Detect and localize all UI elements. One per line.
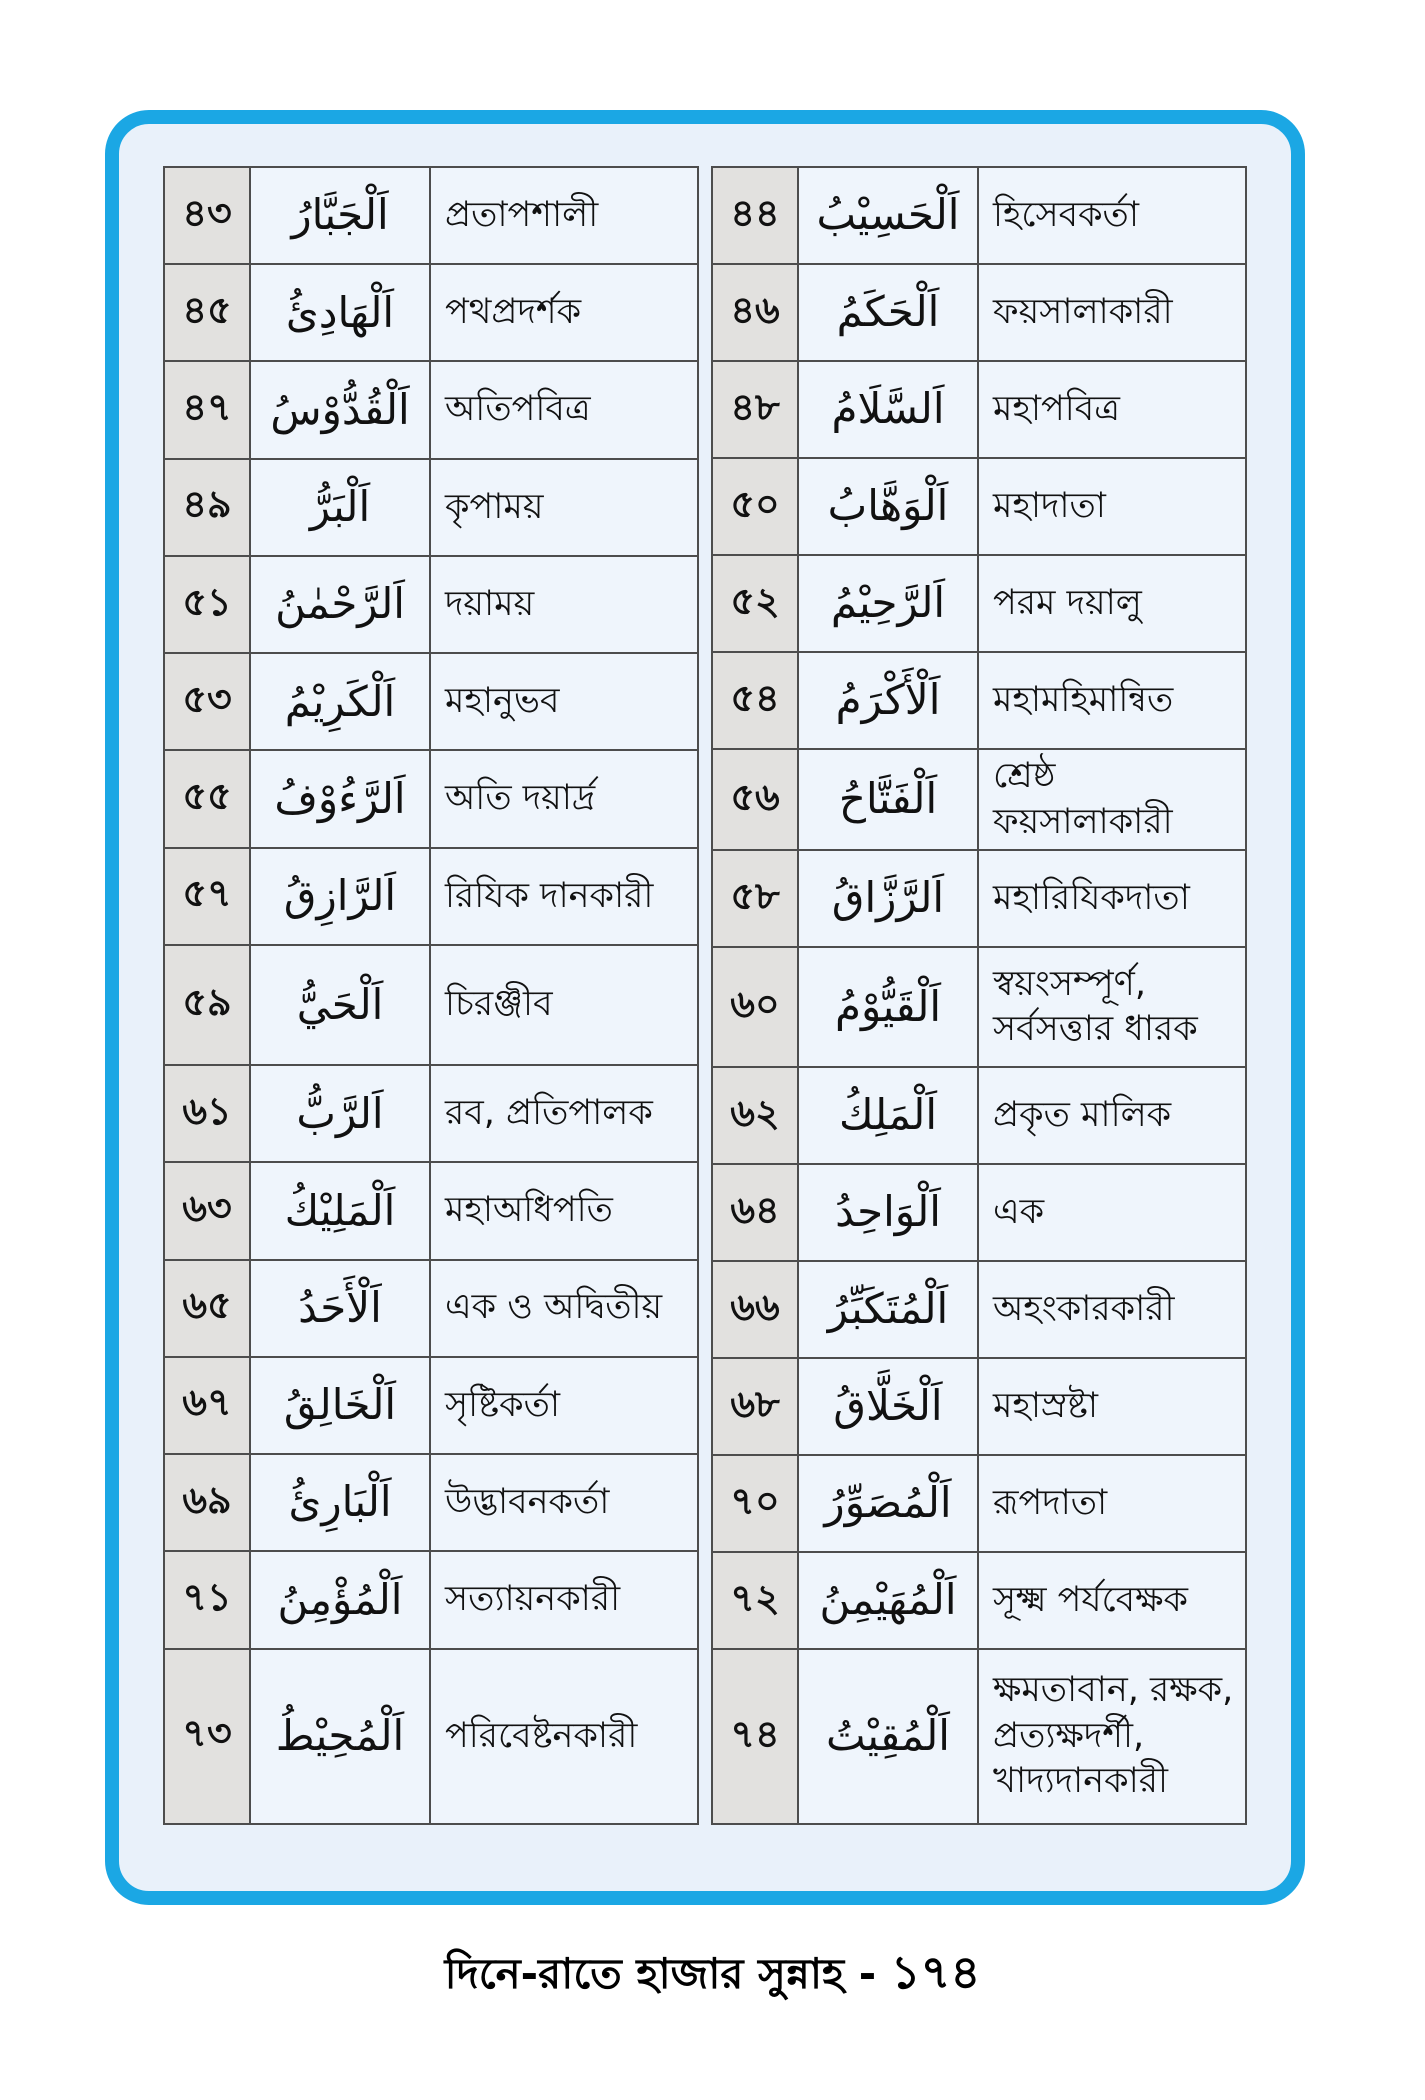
arabic-name-cell: اَلْمَلِكُ (798, 1067, 978, 1164)
table-row (164, 361, 698, 458)
arabic-name-cell: اَلْحَسِيْبُ (798, 167, 978, 264)
row-number-cell: ৬৩ (164, 1162, 250, 1259)
row-number-cell: ৫৮ (712, 850, 798, 947)
arabic-name-cell: اَلْأَحَدُ (250, 1260, 430, 1357)
names-table-left-body (164, 167, 698, 1824)
table-row (712, 1358, 1246, 1455)
row-number-cell: ৫১ (164, 556, 250, 653)
row-number-cell: ৬০ (712, 947, 798, 1067)
footer-title: দিনে-রাতে হাজার সুন্নাহ - (444, 1949, 877, 1998)
table-row (164, 945, 698, 1065)
row-number-cell: ৬৮ (712, 1358, 798, 1455)
arabic-name-cell: اَلْكَرِيْمُ (250, 653, 430, 750)
arabic-name-cell: اَلْمُصَوِّرُ (798, 1455, 978, 1552)
arabic-name-cell: اَلسَّلَامُ (798, 361, 978, 458)
meaning-cell: সূক্ষ্ম পর্যবেক্ষক (978, 1552, 1246, 1649)
row-number-cell: ৫২ (712, 555, 798, 652)
table-row (712, 1649, 1246, 1824)
arabic-name-cell: اَلرَّءُوْفُ (250, 750, 430, 847)
meaning-cell: হিসেবকর্তা (978, 167, 1246, 264)
row-number-cell: ৫৯ (164, 945, 250, 1065)
page-footer (0, 1938, 1425, 2014)
meaning-cell: মহারিযিকদাতা (978, 850, 1246, 947)
row-number-cell: ৬৬ (712, 1261, 798, 1358)
row-number-cell: ৬১ (164, 1065, 250, 1162)
table-row (164, 848, 698, 945)
table-row (712, 167, 1246, 264)
arabic-name-cell: اَلْمُقِيْتُ (798, 1649, 978, 1824)
meaning-cell: কৃপাময় (430, 459, 698, 556)
meaning-cell: পরম দয়ালু (978, 555, 1246, 652)
table-row (712, 652, 1246, 749)
arabic-name-cell: اَلْبَارِئُ (250, 1454, 430, 1551)
table-row (712, 264, 1246, 361)
arabic-name-cell: اَلْمُحِيْطُ (250, 1649, 430, 1824)
meaning-cell: রিযিক দানকারী (430, 848, 698, 945)
meaning-cell: এক ও অদ্বিতীয় (430, 1260, 698, 1357)
meaning-cell: প্রকৃত মালিক (978, 1067, 1246, 1164)
meaning-cell: ফয়সালাকারী (978, 264, 1246, 361)
arabic-name-cell: اَلْجَبَّارُ (250, 167, 430, 264)
table-row (164, 556, 698, 653)
meaning-cell: অহংকারকারী (978, 1261, 1246, 1358)
arabic-name-cell: اَلرَّحْمٰنُ (250, 556, 430, 653)
table-row (164, 459, 698, 556)
table-row (712, 1552, 1246, 1649)
table-row (164, 1454, 698, 1551)
meaning-cell: মহামহিমান্বিত (978, 652, 1246, 749)
row-number-cell: ৬৭ (164, 1357, 250, 1454)
meaning-cell: সত্যায়নকারী (430, 1551, 698, 1648)
arabic-name-cell: اَلْقُدُّوْسُ (250, 361, 430, 458)
table-row (164, 1065, 698, 1162)
row-number-cell: ৫৫ (164, 750, 250, 847)
names-table-left (163, 166, 699, 1825)
table-row (164, 1649, 698, 1824)
row-number-cell: ৪৩ (164, 167, 250, 264)
meaning-cell: মহাপবিত্র (978, 361, 1246, 458)
meaning-cell: মহাঅধিপতি (430, 1162, 698, 1259)
table-row (164, 1260, 698, 1357)
row-number-cell: ৬৫ (164, 1260, 250, 1357)
arabic-name-cell: اَلرَّازِقُ (250, 848, 430, 945)
meaning-cell: রূপদাতা (978, 1455, 1246, 1552)
row-number-cell: ৭৪ (712, 1649, 798, 1824)
footer-page-number: ১৭৪ (890, 1945, 981, 1999)
arabic-name-cell: اَلْخَالِقُ (250, 1357, 430, 1454)
arabic-name-cell: اَلْأَكْرَمُ (798, 652, 978, 749)
arabic-name-cell: اَلْحَيُّ (250, 945, 430, 1065)
arabic-name-cell: اَلْمُؤْمِنُ (250, 1551, 430, 1648)
meaning-cell: চিরঞ্জীব (430, 945, 698, 1065)
row-number-cell: ৫৭ (164, 848, 250, 945)
arabic-name-cell: اَلْمُتَكَبِّرُ (798, 1261, 978, 1358)
row-number-cell: ৪৮ (712, 361, 798, 458)
row-number-cell: ৪৫ (164, 264, 250, 361)
table-row (712, 1164, 1246, 1261)
arabic-name-cell: اَلْخَلَّاقُ (798, 1358, 978, 1455)
table-row (712, 361, 1246, 458)
meaning-cell: উদ্ভাবনকর্তা (430, 1454, 698, 1551)
table-row (712, 1261, 1246, 1358)
names-table-right-body (712, 167, 1246, 1824)
table-row (164, 750, 698, 847)
row-number-cell: ৫৪ (712, 652, 798, 749)
meaning-cell: মহাস্রষ্টা (978, 1358, 1246, 1455)
page-frame (105, 110, 1305, 1905)
row-number-cell: ৫৩ (164, 653, 250, 750)
meaning-cell: পরিবেষ্টনকারী (430, 1649, 698, 1824)
meaning-cell: প্রতাপশালী (430, 167, 698, 264)
row-number-cell: ৭৩ (164, 1649, 250, 1824)
meaning-cell: মহাদাতা (978, 458, 1246, 555)
meaning-cell: অতিপবিত্র (430, 361, 698, 458)
arabic-name-cell: اَلْفَتَّاحُ (798, 749, 978, 850)
meaning-cell: রব, প্রতিপালক (430, 1065, 698, 1162)
arabic-name-cell: اَلْمَلِيْكُ (250, 1162, 430, 1259)
meaning-cell: শ্রেষ্ঠ ফয়সালাকারী (978, 749, 1246, 850)
table-row (164, 167, 698, 264)
names-tables (163, 166, 1247, 1825)
row-number-cell: ৫৬ (712, 749, 798, 850)
names-table-right (711, 166, 1247, 1825)
arabic-name-cell: اَلْقَيُّوْمُ (798, 947, 978, 1067)
table-row (164, 1162, 698, 1259)
meaning-cell: ক্ষমতাবান, রক্ষক, প্রত্যক্ষদর্শী, খাদ্যদানকারী (978, 1649, 1246, 1824)
table-row (164, 653, 698, 750)
arabic-name-cell: اَلْوَاحِدُ (798, 1164, 978, 1261)
arabic-name-cell: اَلْمُهَيْمِنُ (798, 1552, 978, 1649)
table-row (712, 555, 1246, 652)
arabic-name-cell: اَلرَّحِيْمُ (798, 555, 978, 652)
row-number-cell: ৪৪ (712, 167, 798, 264)
row-number-cell: ৭০ (712, 1455, 798, 1552)
table-row (712, 1067, 1246, 1164)
meaning-cell: দয়াময় (430, 556, 698, 653)
meaning-cell: এক (978, 1164, 1246, 1261)
row-number-cell: ৭২ (712, 1552, 798, 1649)
row-number-cell: ৪৯ (164, 459, 250, 556)
meaning-cell: সৃষ্টিকর্তা (430, 1357, 698, 1454)
arabic-name-cell: اَلْبَرُّ (250, 459, 430, 556)
table-row (712, 947, 1246, 1067)
row-number-cell: ৭১ (164, 1551, 250, 1648)
arabic-name-cell: اَلْوَهَّابُ (798, 458, 978, 555)
row-number-cell: ৬২ (712, 1067, 798, 1164)
row-number-cell: ৫০ (712, 458, 798, 555)
table-row (164, 264, 698, 361)
table-row (712, 749, 1246, 850)
arabic-name-cell: اَلرَّبُّ (250, 1065, 430, 1162)
arabic-name-cell: اَلْهَادِئُ (250, 264, 430, 361)
table-row (712, 1455, 1246, 1552)
row-number-cell: ৪৭ (164, 361, 250, 458)
table-row (712, 850, 1246, 947)
table-row (164, 1357, 698, 1454)
row-number-cell: ৬৯ (164, 1454, 250, 1551)
arabic-name-cell: اَلْحَكَمُ (798, 264, 978, 361)
meaning-cell: মহানুভব (430, 653, 698, 750)
row-number-cell: ৬৪ (712, 1164, 798, 1261)
meaning-cell: পথপ্রদর্শক (430, 264, 698, 361)
meaning-cell: অতি দয়ার্দ্র (430, 750, 698, 847)
meaning-cell: স্বয়ংসম্পূর্ণ, সর্বসত্তার ধারক (978, 947, 1246, 1067)
table-row (164, 1551, 698, 1648)
row-number-cell: ৪৬ (712, 264, 798, 361)
table-row (712, 458, 1246, 555)
arabic-name-cell: اَلرَّزَّاقُ (798, 850, 978, 947)
